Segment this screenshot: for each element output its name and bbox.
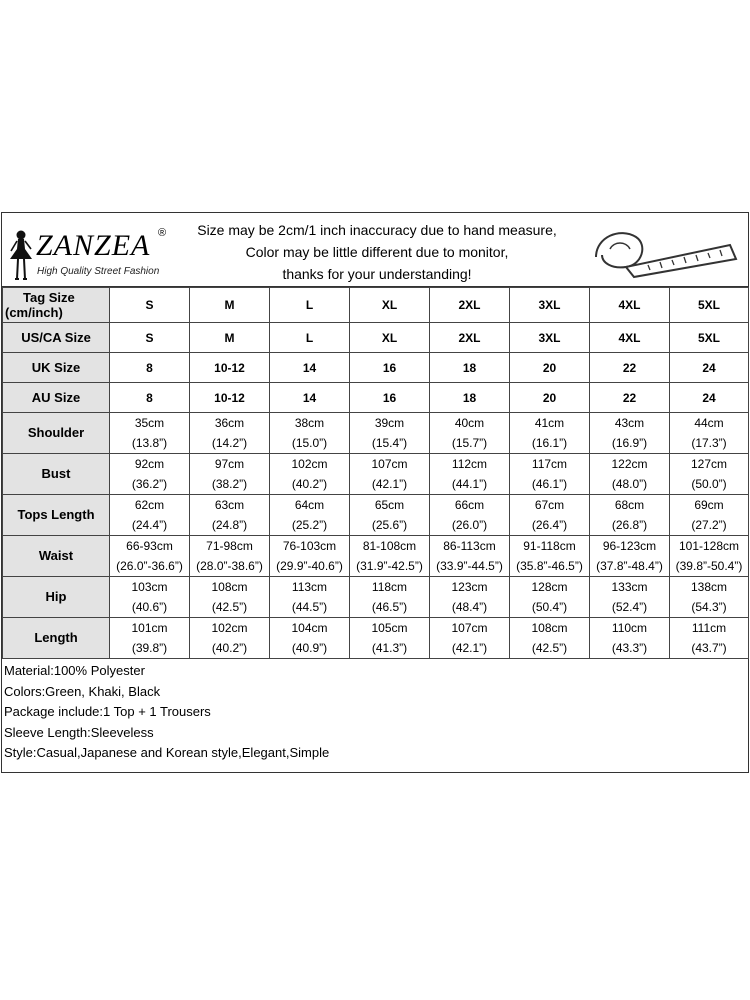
table-cell (110, 577, 190, 618)
cell-inch: (52.4”) (611, 600, 648, 614)
cell-cm: 107cm (451, 621, 488, 635)
cell-inch: (36.2”) (131, 477, 168, 491)
table-cell: XL (350, 288, 430, 323)
cell-cm: 40cm (454, 416, 485, 430)
cell-cm: 107cm (371, 457, 408, 471)
cell-cm: 111cm (691, 621, 727, 635)
table-cell: 22 (590, 383, 670, 413)
table-cell: 16 (350, 353, 430, 383)
cell-inch: (44.1”) (451, 477, 488, 491)
row-header: Hip (3, 577, 110, 618)
cell-cm: 71-98cm (206, 539, 253, 553)
cell-inch: (26.8”) (611, 518, 648, 532)
cell-cm: 66cm (454, 498, 485, 512)
cell-cm: 76-103cm (282, 539, 337, 553)
notice-line: thanks for your understanding! (282, 266, 472, 282)
table-cell (350, 618, 430, 659)
table-cell (590, 495, 670, 536)
table-cell (110, 413, 190, 454)
row-header: Bust (3, 454, 110, 495)
table-row (3, 577, 749, 618)
cell-cm: 103cm (131, 580, 168, 594)
cell-inch: (42.5”) (211, 600, 248, 614)
cell-cm: 96-123cm (602, 539, 657, 553)
table-cell (430, 454, 510, 495)
table-row (3, 454, 749, 495)
table-cell (510, 495, 590, 536)
table-cell: M (190, 323, 270, 353)
table-row (3, 536, 749, 577)
table-cell: XL (350, 323, 430, 353)
cell-inch: (33.9”-44.5”) (436, 559, 503, 573)
table-cell (190, 454, 270, 495)
cell-cm: 66-93cm (126, 539, 173, 553)
cell-cm: 102cm (211, 621, 248, 635)
cell-inch: (28.0”-38.6”) (196, 559, 263, 573)
table-cell: 4XL (590, 323, 670, 353)
table-cell: 20 (510, 383, 590, 413)
cell-inch: (17.3”) (691, 436, 727, 450)
table-cell (270, 495, 350, 536)
cell-inch: (25.6”) (371, 518, 408, 532)
cell-inch: (40.9”) (291, 641, 328, 655)
cell-cm: 68cm (614, 498, 645, 512)
cell-cm: 123cm (451, 580, 488, 594)
cell-inch: (38.2”) (211, 477, 248, 491)
table-cell (110, 536, 190, 577)
cell-cm: 102cm (291, 457, 328, 471)
table-cell (350, 577, 430, 618)
cell-inch: (31.9”-42.5”) (356, 559, 423, 573)
row-header: Length (3, 618, 110, 659)
table-cell (590, 536, 670, 577)
cell-inch: (24.4”) (131, 518, 168, 532)
cell-cm: 65cm (374, 498, 405, 512)
cell-cm: 113cm (291, 580, 328, 594)
table-cell (190, 495, 270, 536)
row-header (3, 288, 110, 323)
table-row (3, 495, 749, 536)
table-cell: 16 (350, 383, 430, 413)
cell-inch: (42.1”) (451, 641, 488, 655)
cell-inch: (29.9”-40.6”) (276, 559, 343, 573)
cell-inch: (26.4”) (531, 518, 568, 532)
table-cell (270, 454, 350, 495)
table-cell: 8 (110, 383, 190, 413)
row-header: AU Size (3, 383, 110, 413)
cell-cm: 64cm (294, 498, 325, 512)
table-cell (430, 536, 510, 577)
table-cell: L (270, 288, 350, 323)
table-cell: 18 (430, 383, 510, 413)
table-cell (430, 413, 510, 454)
table-cell (110, 454, 190, 495)
row-header: UK Size (3, 353, 110, 383)
table-row (3, 288, 749, 323)
table-cell: 2XL (430, 288, 510, 323)
brand-tagline: High Quality Street Fashion (37, 266, 160, 277)
table-cell: 3XL (510, 288, 590, 323)
cell-inch: (48.0”) (611, 477, 648, 491)
cell-cm: 91-118cm (523, 539, 576, 553)
cell-cm: 36cm (214, 416, 245, 430)
table-cell (510, 536, 590, 577)
measuring-tape-icon (590, 219, 740, 281)
table-cell (510, 577, 590, 618)
cell-cm: 112cm (451, 457, 488, 471)
cell-cm: 108cm (531, 621, 568, 635)
cell-inch: (15.7”) (451, 436, 488, 450)
cell-inch: (48.4”) (451, 600, 488, 614)
registered-mark: ® (158, 227, 167, 239)
table-row (3, 618, 749, 659)
table-cell: 5XL (670, 323, 749, 353)
row-header: Waist (3, 536, 110, 577)
table-cell: 14 (270, 353, 350, 383)
table-row (3, 383, 749, 413)
table-cell (670, 495, 749, 536)
product-specs (2, 661, 748, 764)
cell-cm: 127cm (690, 457, 728, 471)
cell-cm: 38cm (294, 416, 325, 430)
cell-inch: (15.4”) (371, 436, 408, 450)
spec-style: Style:Casual,Japanese and Korean style,Elegant,Simple (4, 745, 330, 760)
cell-cm: 44cm (694, 416, 724, 430)
cell-inch: (25.2”) (291, 518, 328, 532)
cell-inch: (26.0”-36.6”) (116, 559, 183, 573)
table-cell (350, 495, 430, 536)
table-cell (590, 618, 670, 659)
cell-inch: (44.5”) (291, 600, 328, 614)
cell-cm: 81-108cm (362, 539, 417, 553)
row-header-line: (cm/inch) (5, 305, 63, 320)
table-cell: 8 (110, 353, 190, 383)
table-cell: 18 (430, 353, 510, 383)
table-cell (110, 495, 190, 536)
cell-cm: 39cm (374, 416, 405, 430)
table-cell: 24 (670, 383, 749, 413)
spec-colors: Colors:Green, Khaki, Black (4, 683, 161, 699)
table-cell: L (270, 323, 350, 353)
cell-cm: 104cm (291, 621, 328, 635)
table-cell (510, 413, 590, 454)
table-cell: 20 (510, 353, 590, 383)
table-cell: S (110, 323, 190, 353)
cell-inch: (39.8”-50.4”) (675, 559, 743, 573)
cell-cm: 97cm (214, 457, 245, 471)
brand-name: ZANZEA (36, 229, 151, 262)
cell-cm: 101-128cm (678, 539, 740, 553)
table-cell (270, 536, 350, 577)
cell-inch: (46.5”) (371, 600, 408, 614)
table-cell: 3XL (510, 323, 590, 353)
table-cell (670, 618, 749, 659)
table-cell (350, 413, 430, 454)
row-header: Shoulder (3, 413, 110, 454)
cell-cm: 110cm (611, 621, 648, 635)
cell-cm: 63cm (214, 498, 245, 512)
table-cell (190, 618, 270, 659)
cell-cm: 101cm (131, 621, 168, 635)
cell-cm: 69cm (694, 498, 724, 512)
cell-inch: (54.3”) (691, 600, 727, 614)
cell-inch: (37.8”-48.4”) (596, 559, 663, 573)
table-row (3, 413, 749, 454)
cell-inch: (46.1”) (531, 477, 568, 491)
table-cell: S (110, 288, 190, 323)
cell-inch: (24.8”) (211, 518, 248, 532)
table-cell: M (190, 288, 270, 323)
measurement-notice (192, 219, 562, 285)
spec-material: Material:100% Polyester (4, 663, 145, 678)
table-cell (510, 454, 590, 495)
cell-cm: 128cm (531, 580, 568, 594)
table-cell (590, 413, 670, 454)
cell-inch: (40.6”) (131, 600, 168, 614)
table-cell (430, 495, 510, 536)
cell-inch: (40.2”) (211, 641, 248, 655)
cell-inch: (50.4”) (531, 600, 568, 614)
cell-cm: 118cm (371, 580, 408, 594)
cell-inch: (43.3”) (611, 641, 648, 655)
notice-line: Color may be little different due to monitor, (245, 244, 509, 260)
table-cell (270, 413, 350, 454)
spec-sleeve: Sleeve Length:Sleeveless (4, 724, 154, 740)
table-row (3, 353, 749, 383)
woman-silhouette-icon (8, 229, 34, 283)
table-cell (350, 454, 430, 495)
size-chart (1, 212, 749, 773)
table-cell (670, 577, 749, 618)
row-header-line: Tag Size (23, 290, 75, 305)
notice-line: Size may be 2cm/1 inch inaccuracy due to hand measure, (197, 222, 557, 238)
cell-inch: (40.2”) (291, 477, 328, 491)
table-cell: 5XL (670, 288, 749, 323)
row-header: US/CA Size (3, 323, 110, 353)
cell-cm: 108cm (211, 580, 248, 594)
cell-inch: (43.7”) (691, 641, 727, 655)
table-cell: 10-12 (190, 383, 270, 413)
brand-logo (6, 219, 186, 283)
table-cell (190, 413, 270, 454)
table-cell (270, 618, 350, 659)
cell-inch: (27.2”) (691, 518, 727, 532)
table-cell: 2XL (430, 323, 510, 353)
cell-cm: 86-113cm (443, 539, 496, 553)
cell-inch: (50.0”) (691, 477, 727, 491)
cell-inch: (41.3”) (371, 641, 408, 655)
cell-cm: 105cm (371, 621, 408, 635)
table-row (3, 323, 749, 353)
cell-cm: 133cm (611, 580, 648, 594)
cell-cm: 41cm (534, 416, 565, 430)
cell-cm: 117cm (531, 457, 568, 471)
table-cell (590, 577, 670, 618)
table-cell: 10-12 (190, 353, 270, 383)
table-cell: 24 (670, 353, 749, 383)
size-table (2, 287, 749, 659)
table-cell (350, 536, 430, 577)
table-cell (670, 413, 749, 454)
cell-inch: (42.1”) (371, 477, 408, 491)
table-cell (590, 454, 670, 495)
table-cell (110, 618, 190, 659)
cell-inch: (15.0”) (291, 436, 328, 450)
cell-inch: (13.8”) (131, 436, 168, 450)
table-cell (510, 618, 590, 659)
cell-cm: 67cm (534, 498, 565, 512)
table-cell (190, 536, 270, 577)
cell-inch: (35.8”-46.5”) (516, 559, 583, 573)
table-cell: 22 (590, 353, 670, 383)
chart-header (2, 213, 748, 287)
cell-inch: (42.5”) (531, 641, 568, 655)
table-cell (190, 577, 270, 618)
cell-inch: (39.8”) (131, 641, 168, 655)
cell-inch: (26.0”) (451, 518, 488, 532)
cell-cm: 122cm (611, 457, 648, 471)
row-header: Tops Length (3, 495, 110, 536)
cell-cm: 35cm (134, 416, 165, 430)
spec-package: Package include:1 Top + 1 Trousers (4, 704, 211, 719)
cell-inch: (14.2”) (211, 436, 248, 450)
cell-inch: (16.9”) (611, 436, 648, 450)
cell-inch: (16.1”) (531, 436, 568, 450)
table-cell: 14 (270, 383, 350, 413)
cell-cm: 92cm (134, 457, 165, 471)
table-cell (670, 536, 749, 577)
table-cell (430, 577, 510, 618)
table-cell (670, 454, 749, 495)
table-cell (430, 618, 510, 659)
cell-cm: 62cm (134, 498, 165, 512)
table-cell: 4XL (590, 288, 670, 323)
cell-cm: 43cm (614, 416, 645, 430)
table-cell (270, 577, 350, 618)
cell-cm: 138cm (690, 580, 728, 594)
